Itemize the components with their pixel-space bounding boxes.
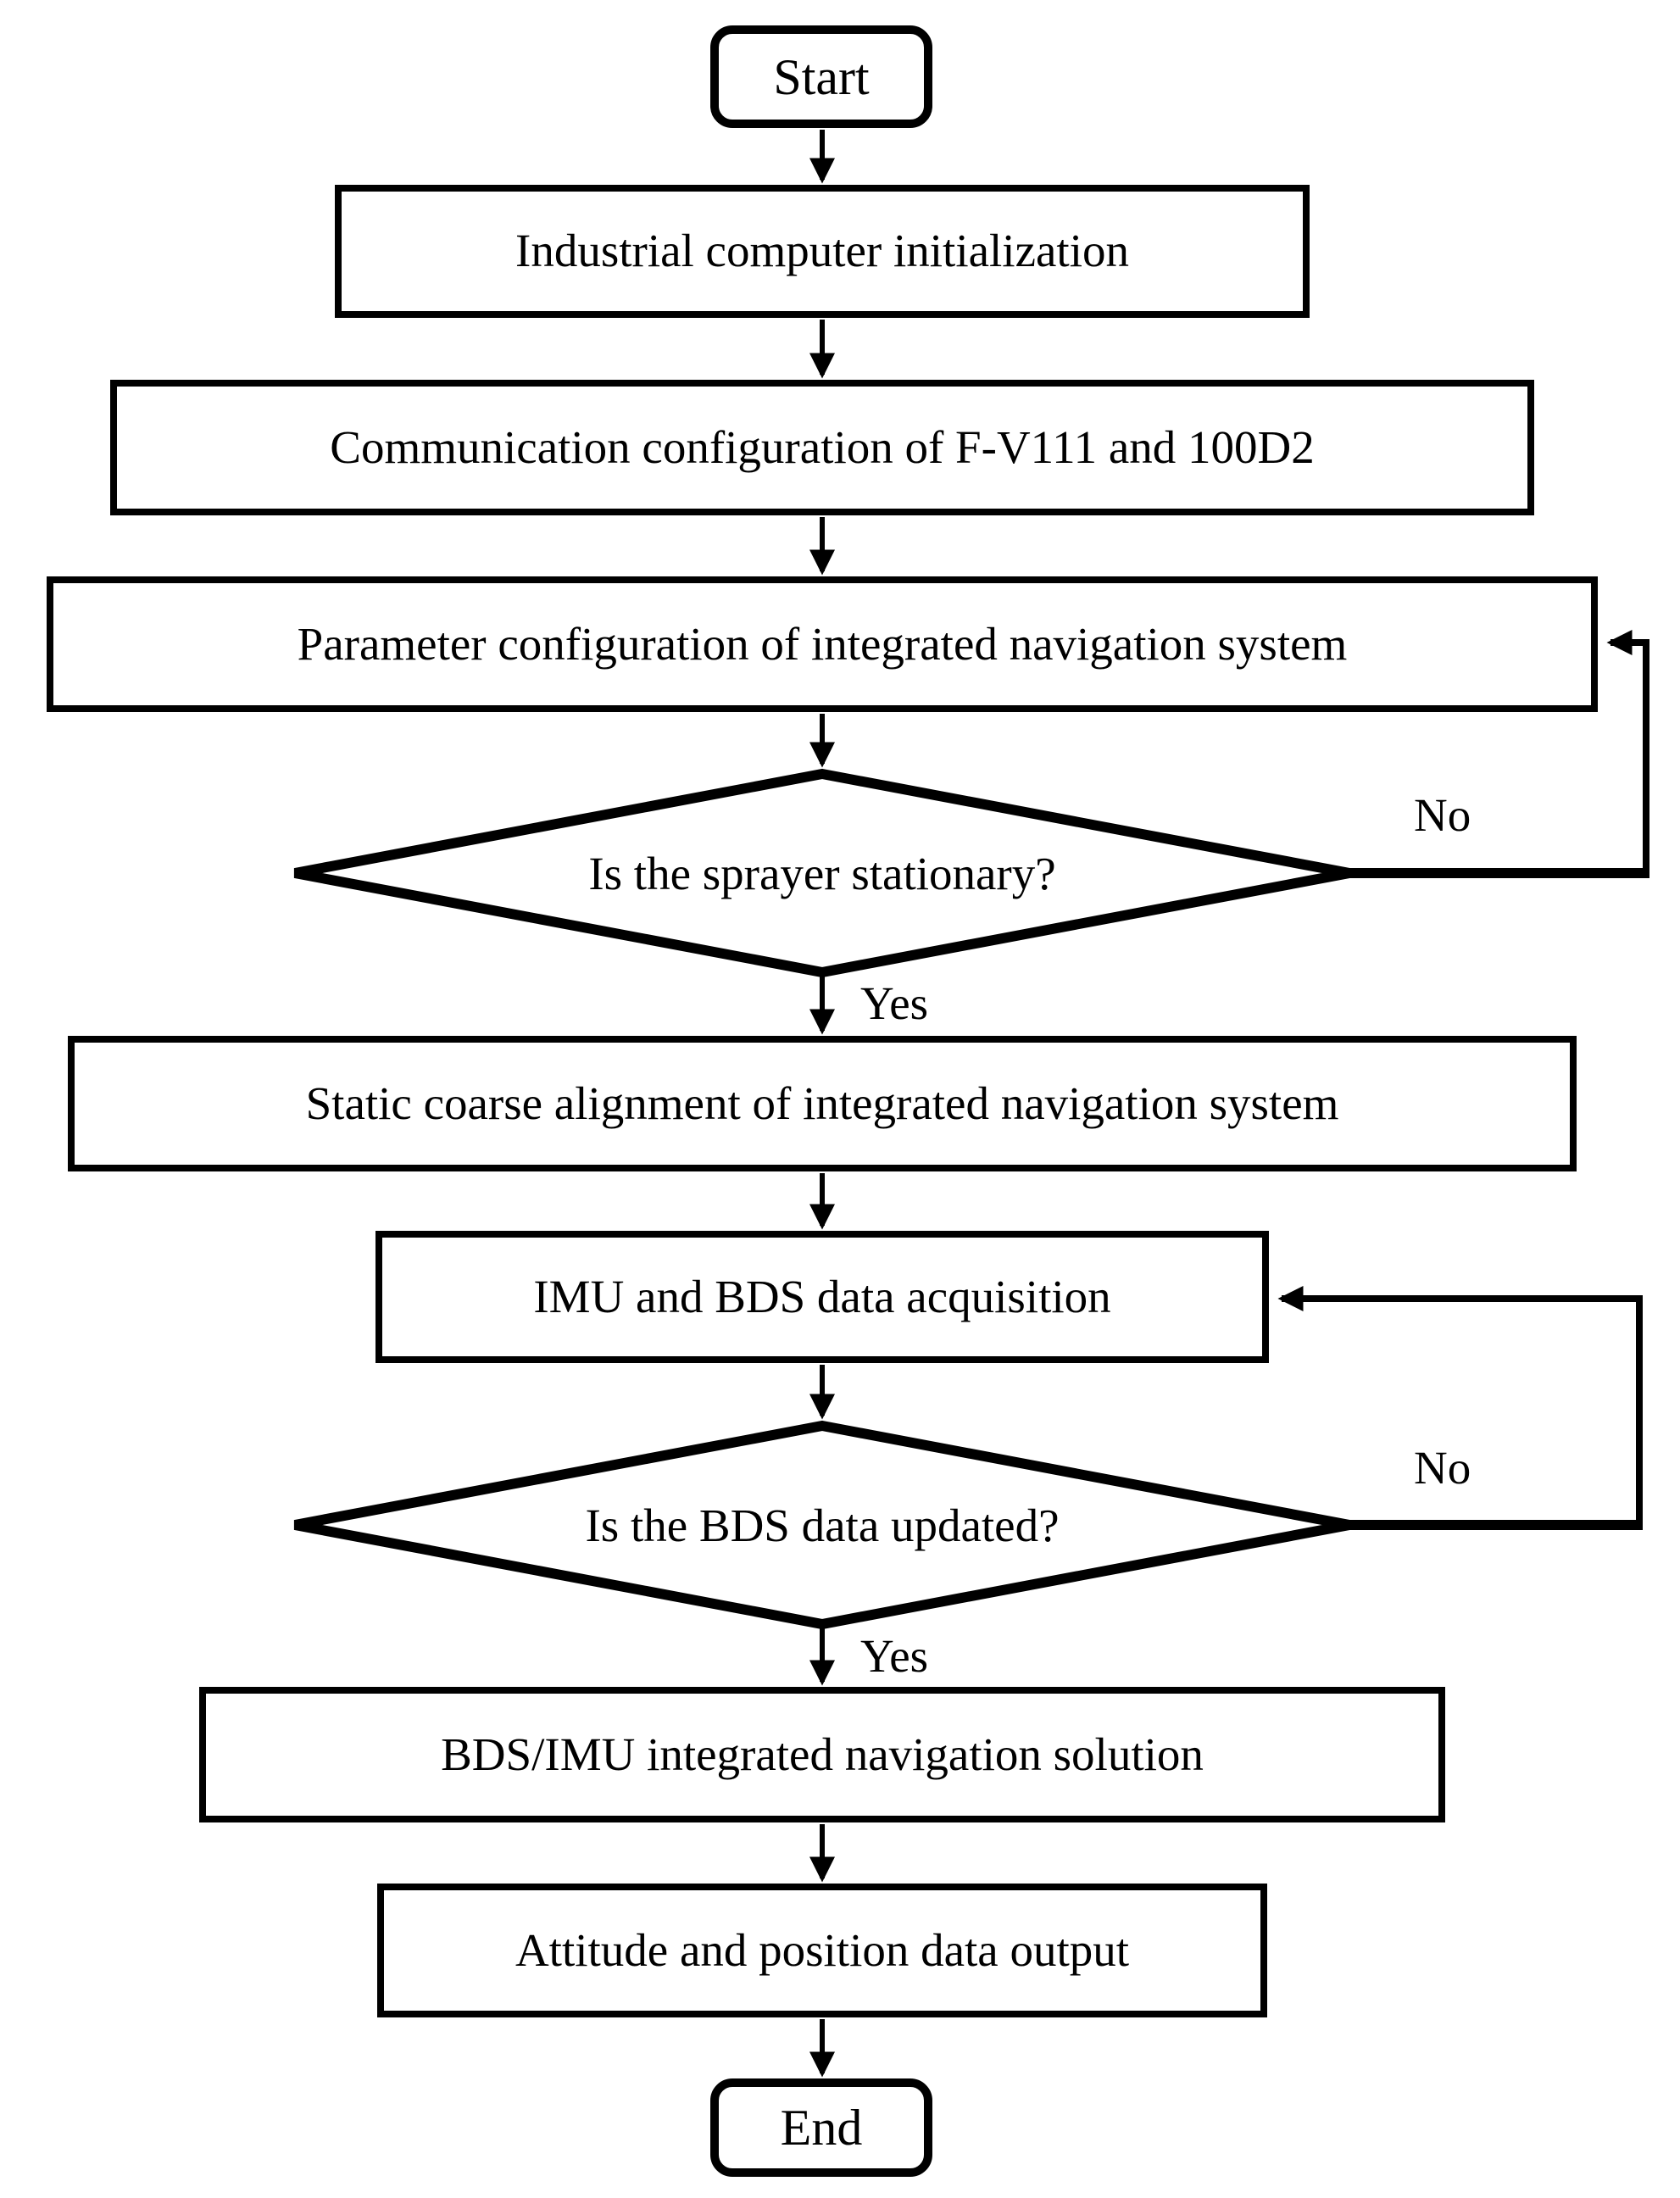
decision-sprayer-stationary-label: Is the sprayer stationary?: [588, 847, 1056, 899]
process-industrial-computer-initialization: Industrial computer initialization: [335, 185, 1310, 318]
branch-label-sprayer-yes: Yes: [860, 977, 929, 1029]
decision-bds-updated-label: Is the BDS data updated?: [585, 1499, 1060, 1551]
end-node: End: [710, 2078, 932, 2177]
process-attitude-position-output: Attitude and position data output: [377, 1884, 1267, 2017]
branch-label-sprayer-no: No: [1414, 789, 1471, 841]
branch-label-bds-yes: Yes: [860, 1630, 929, 1682]
process-imu-bds-data-acquisition: IMU and BDS data acquisition: [375, 1231, 1269, 1363]
process-communication-configuration: Communication configuration of F-V111 and 100D2: [110, 380, 1534, 515]
process-static-coarse-alignment: Static coarse alignment of integrated navigation system: [68, 1036, 1577, 1171]
process-bds-imu-navigation-solution: BDS/IMU integrated navigation solution: [199, 1687, 1445, 1822]
branch-label-bds-no: No: [1414, 1442, 1471, 1494]
process-parameter-configuration: Parameter configuration of integrated navigation system: [47, 576, 1598, 712]
start-node: Start: [710, 25, 932, 128]
